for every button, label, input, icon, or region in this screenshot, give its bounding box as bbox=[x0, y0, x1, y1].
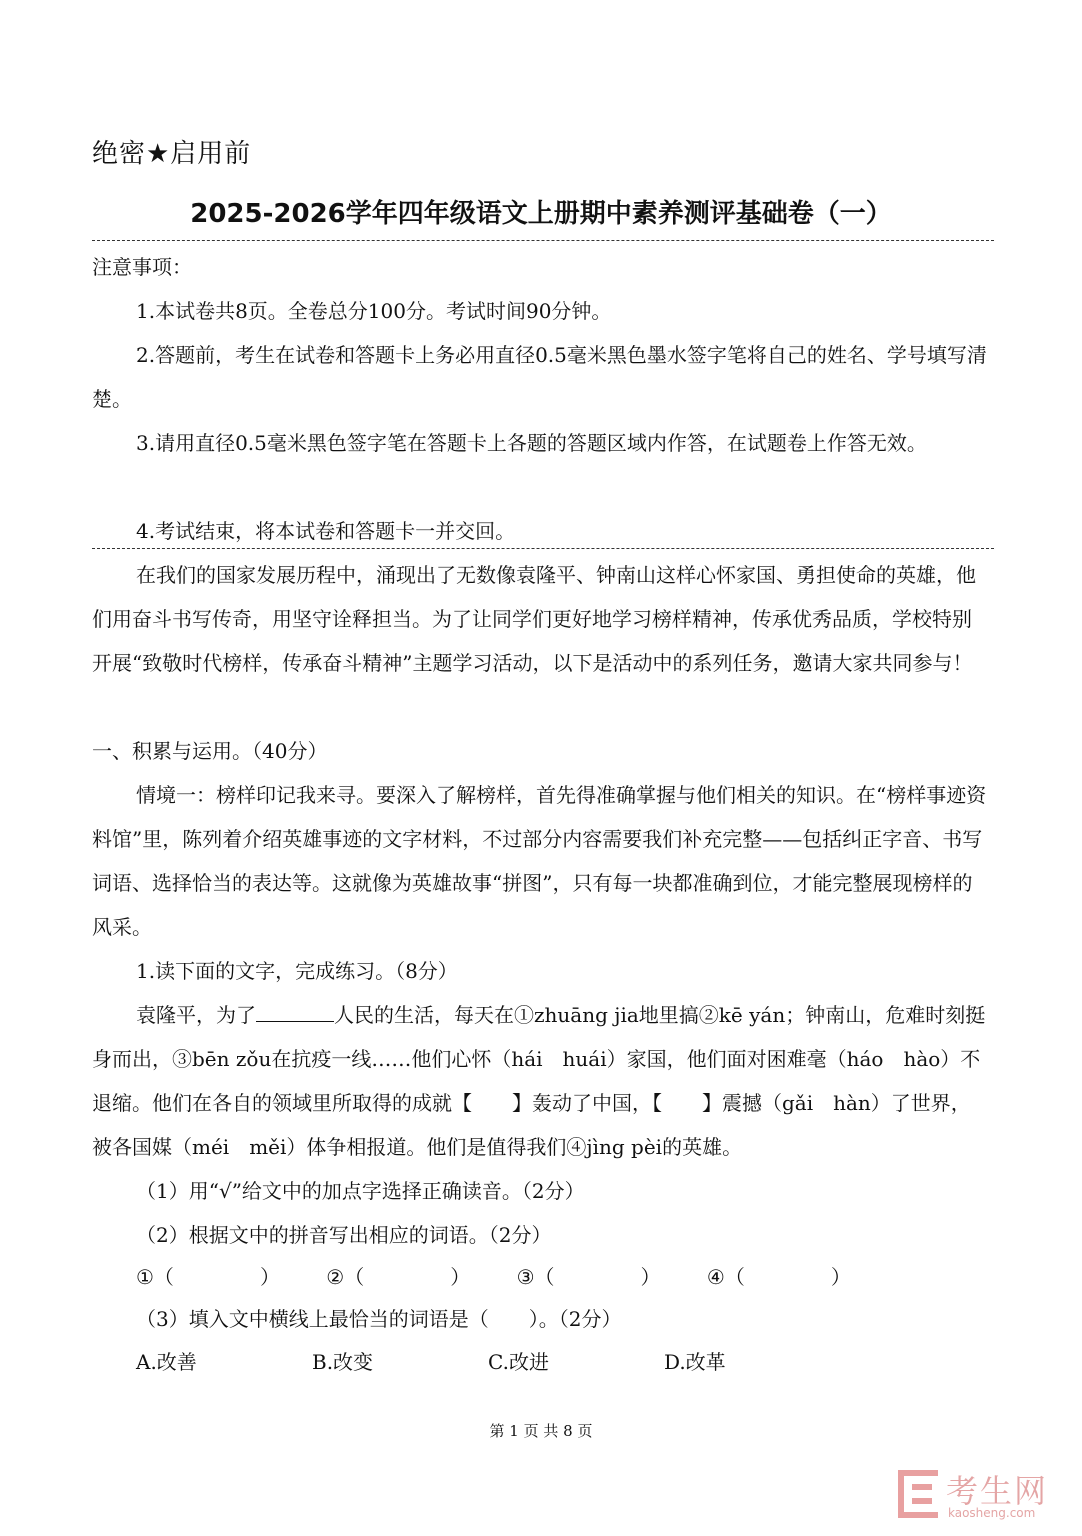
option-b[interactable]: B.改变 bbox=[312, 1350, 374, 1374]
passage bbox=[92, 993, 990, 1169]
answer-3-open[interactable]: ③（ bbox=[516, 1265, 555, 1289]
notice-item-4: 4.考试结束，将本试卷和答题卡一并交回。 bbox=[136, 519, 516, 543]
divider-top bbox=[92, 240, 994, 241]
answer-2-close: ） bbox=[450, 1265, 471, 1289]
answer-4-open[interactable]: ④（ bbox=[706, 1265, 745, 1289]
notice-heading: 注意事项： bbox=[92, 255, 192, 279]
logo-mark-icon bbox=[898, 1470, 938, 1518]
answer-4-close: ） bbox=[830, 1265, 851, 1289]
page-footer: 第 1 页 共 8 页 bbox=[489, 1422, 593, 1440]
sub-question-2: （2）根据文中的拼音写出相应的词语。（2分） bbox=[136, 1223, 552, 1247]
divider-bottom bbox=[92, 548, 994, 549]
section-1-heading: 一、积累与运用。（40分） bbox=[92, 739, 328, 763]
page-title: 2025-2026学年四年级语文上册期中素养测评基础卷（一） bbox=[190, 199, 892, 229]
notice-item-2: 2.答题前，考生在试卷和答题卡上务必用直径0.5毫米黑色墨水签字笔将自己的姓名、学号填写清楚。 bbox=[92, 343, 987, 411]
watermark-logo bbox=[898, 1466, 1068, 1526]
passage-part-b: 人民的生活，每天在①zhuāng jia地里搞②kē yán；钟南山，危难时刻挺身而出，③bēn zǒu在抗疫一线……他们心怀（hái huái）家国，他们面对困难毫（háo hào）不退缩。他们在各自的领域里所取得的成就【 】轰动了中国，【 】震撼（gǎi hàn）了世界，被各国媒（méi měi）体争相报道。他们是值得我们④jìng pèi的英雄。 bbox=[92, 1003, 986, 1159]
answer-1-open[interactable]: ①（ bbox=[136, 1265, 174, 1289]
answer-2-open[interactable]: ②（ bbox=[326, 1265, 365, 1289]
notice-item-1: 1.本试卷共8页。全卷总分100分。考试时间90分钟。 bbox=[136, 299, 612, 323]
answer-3-close: ） bbox=[640, 1265, 661, 1289]
secret-label: 绝密★启用前 bbox=[92, 139, 252, 169]
sub-question-3: （3）填入文中横线上最恰当的词语是（ ）。（2分） bbox=[136, 1307, 622, 1331]
answer-blanks bbox=[136, 1255, 851, 1299]
question-1: 1.读下面的文字，完成练习。（8分） bbox=[136, 959, 458, 983]
watermark-brand: 考生网 bbox=[946, 1472, 1049, 1510]
intro-paragraph: 在我们的国家发展历程中，涌现出了无数像袁隆平、钟南山这样心怀家国、勇担使命的英雄，他们用奋斗书写传奇，用坚守诠释担当。为了让同学们更好地学习榜样精神，传承优秀品质，学校特别开展“致敬时代榜样，传承奋斗精神”主题学习活动，以下是活动中的系列任务，邀请大家共同参与！ bbox=[92, 563, 976, 675]
option-d[interactable]: D.改革 bbox=[664, 1350, 726, 1374]
option-c[interactable]: C.改进 bbox=[488, 1350, 549, 1374]
passage-part-a: 袁隆平，为了 bbox=[136, 1003, 256, 1027]
option-a[interactable]: A.改善 bbox=[136, 1350, 197, 1374]
answer-1-close: ） bbox=[259, 1265, 280, 1289]
fill-blank[interactable] bbox=[256, 1003, 334, 1022]
sub-question-1: （1）用“√”给文中的加点字选择正确读音。（2分） bbox=[136, 1179, 585, 1203]
notice-item-3: 3.请用直径0.5毫米黑色签字笔在答题卡上各题的答题区域内作答，在试题卷上作答无效。 bbox=[136, 431, 927, 455]
watermark-domain: kaosheng.com bbox=[948, 1506, 1036, 1520]
context-paragraph: 情境一：榜样印记我来寻。要深入了解榜样，首先得准确掌握与他们相关的知识。在“榜样事迹资料馆”里，陈列着介绍英雄事迹的文字材料，不过部分内容需要我们补充完整——包括纠正字音、书写词语、选择恰当的表达等。这就像为英雄故事“拼图”，只有每一块都准确到位，才能完整展现榜样的风采。 bbox=[92, 783, 987, 939]
